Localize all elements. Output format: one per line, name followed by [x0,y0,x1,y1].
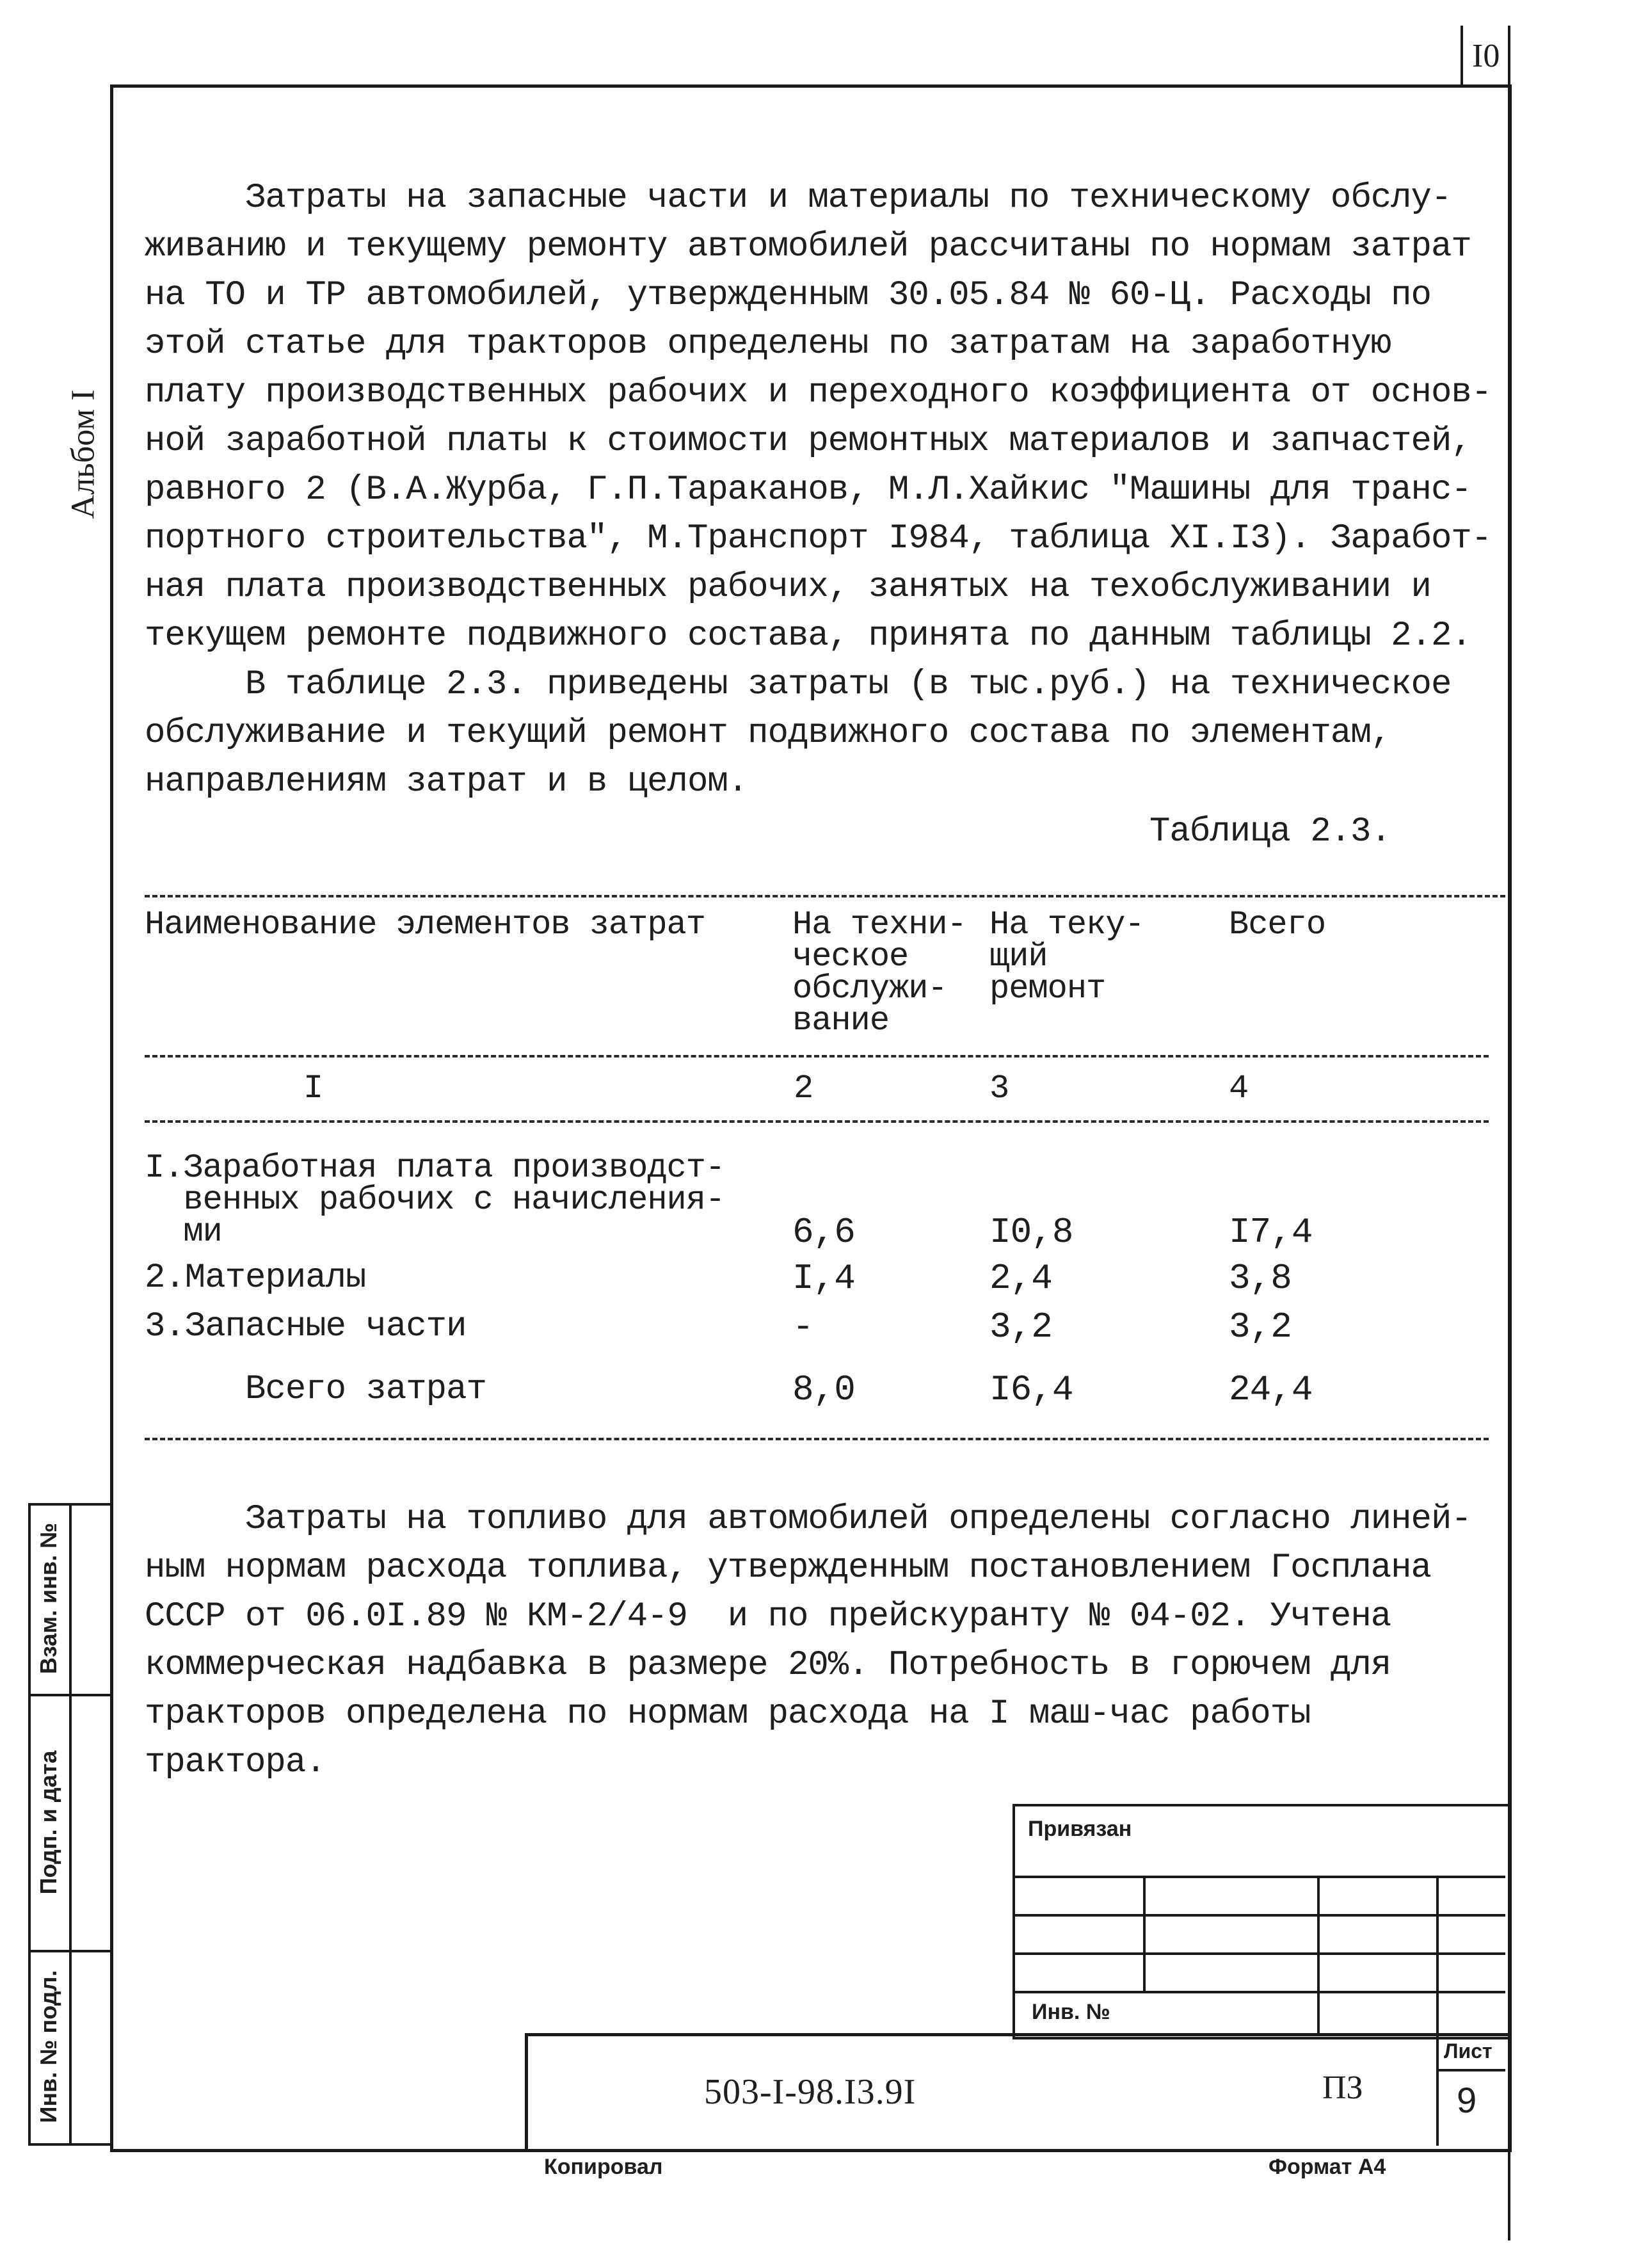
header-col3 [989,906,1144,1008]
header-col2-line: ческое [792,938,909,976]
paragraph-line: обслуживание и текущий ремонт подвижного состава по элементам, [145,714,1391,753]
stamp-line [1013,1914,1505,1917]
cell-to: 8,0 [792,1369,855,1410]
inv-no-label: Инв. № [1032,2000,1110,2024]
paragraph-1 [145,174,1491,807]
doc-type: ПЗ [1322,2070,1363,2106]
cell-total: 3,8 [1229,1258,1292,1299]
column-number: I [303,1070,323,1107]
right-margin-line-inner [1461,26,1463,86]
side-stamp-line [69,1504,72,2146]
paragraph-line: коммерческая надбавка в размере 20%. Потребность в горючем для [145,1646,1391,1685]
side-label-vzam-inv: Взам. инв. № [35,1522,61,1675]
stamp-line [1436,2069,1505,2071]
row-name-line: ми [145,1213,222,1251]
row-name: 2.Материалы [145,1259,366,1298]
sheet-number: 9 [1457,2080,1477,2120]
privyazan-label: Привязан [1028,1817,1132,1841]
paragraph-2 [145,1495,1471,1787]
header-col1: Наименование элементов затрат [145,906,705,944]
header-col4: Всего [1229,906,1326,944]
stamp-line [1013,1952,1505,1955]
stamp-line [1143,1876,1146,1991]
table-row [145,1149,725,1251]
paragraph-line: ным нормам расхода топлива, утвержденным постановлением Госплана [145,1548,1431,1588]
cell-to: I,4 [792,1258,855,1299]
kopiroval-label: Копировал [544,2155,663,2179]
row-name-total: Всего затрат [145,1370,486,1409]
paragraph-line: плату производственных рабочих и переходного коэффициента от основ- [145,373,1492,412]
side-label-inv-podl: Инв. № подл. [35,1970,61,2123]
cell-tr: I6,4 [989,1369,1073,1410]
stamp-line [1436,2033,1439,2146]
format-label: Формат А4 [1269,2155,1386,2179]
cell-tr: I0,8 [989,1212,1073,1253]
column-number: 4 [1229,1070,1249,1107]
cell-total: 3,2 [1229,1307,1292,1347]
paragraph-line: этой статье для тракторов определены по затратам на заработную [145,325,1391,364]
cell-tr: 3,2 [989,1307,1052,1347]
side-stamp-line [28,1694,111,1696]
stamp-line [1013,1876,1505,1878]
header-col3-line: На теку- [989,906,1144,944]
paragraph-line: В таблице 2.3. приведены затраты (в тыс.руб.) на техническое [145,665,1452,704]
side-stamp-line [28,1503,111,1506]
paragraph-line: СССР от 06.0I.89 № КМ-2/4-9 и по прейскуранту № 04-02. Учтена [145,1597,1391,1636]
table-caption: Таблица 2.3. [1149,812,1391,851]
column-number: 3 [989,1070,1009,1107]
paragraph-line: живанию и текущему ремонту автомобилей рассчитаны по нормам затрат [145,227,1471,266]
header-col3-line: ремонт [989,970,1106,1008]
stamp-line [1317,1876,1320,2036]
paragraph-line: портного строительства", М.Транспорт I984, таблица XI.I3). Заработ- [145,519,1492,558]
column-number: 2 [794,1070,813,1107]
table-rule-bottom [145,1438,1489,1440]
right-margin-line [1508,26,1510,2240]
row-name-line: венных рабочих с начисления- [145,1181,725,1219]
side-label-podp-data: Подп. и дата [35,1750,61,1895]
side-stamp-line [28,2143,111,2146]
stamp-line [1013,1991,1505,1993]
cell-total: 24,4 [1229,1369,1313,1410]
header-col2-line: На техни- [792,906,966,944]
table-rule-numbers [145,1120,1489,1123]
side-stamp-line [28,1950,111,1952]
album-label: Альбом I [65,389,102,519]
paragraph-line: Затраты на запасные части и материалы по техническому обслу- [145,179,1452,218]
paragraph-line: ной заработной платы к стоимости ремонтных материалов и запчастей, [145,422,1471,461]
header-col2-line: обслужи- [792,970,947,1008]
sheet-label: Лист [1444,2039,1493,2063]
paragraph-line: трактора. [145,1743,326,1782]
paragraph-line: текущем ремонте подвижного состава, принята по данным таблицы 2.2. [145,616,1471,655]
header-col3-line: щий [989,938,1048,976]
cell-total: I7,4 [1229,1212,1313,1253]
side-stamp-line [28,1504,31,2146]
stamp-line [1436,1876,1439,2036]
paragraph-line: Затраты на топливо для автомобилей определены согласно линей- [145,1500,1471,1539]
header-col2 [792,906,966,1040]
table-rule-header [145,1055,1489,1058]
paragraph-line: ная плата производственных рабочих, занятых на техобслуживании и [145,568,1431,607]
row-name: 3.Запасные части [145,1307,467,1346]
paragraph-line: равного 2 (В.А.Журба, Г.П.Тараканов, М.Л.Хайкис "Машины для транс- [145,470,1471,510]
paragraph-line: тракторов определена по нормам расхода на I маш-час работы [145,1694,1311,1733]
page-number: I0 [1472,38,1500,74]
paragraph-line: на ТО и ТР автомобилей, утвержденным 30.05.84 № 60-Ц. Расходы по [145,276,1431,315]
cell-tr: 2,4 [989,1258,1052,1299]
cell-to: 6,6 [792,1212,855,1253]
row-name-line: I.Заработная плата производст- [145,1149,725,1187]
doc-code: 503-I-98.I3.9I [704,2072,917,2112]
header-col2-line: вание [792,1002,890,1040]
paragraph-line: направлениям затрат и в целом. [145,762,748,801]
cell-to: - [792,1307,813,1347]
table-rule-top [145,895,1505,897]
